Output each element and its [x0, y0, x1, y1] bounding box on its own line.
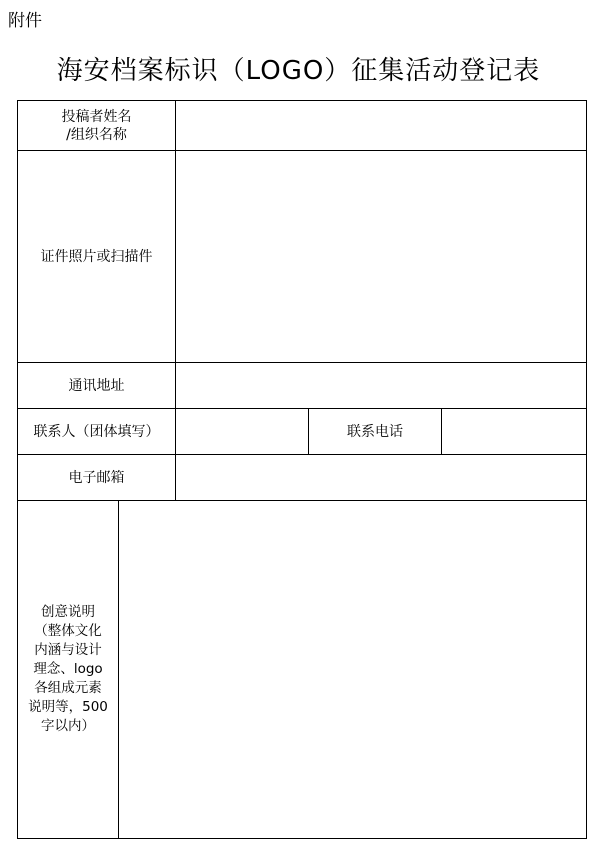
submitter-name-label: 投稿者姓名 /组织名称 — [61, 108, 132, 143]
creative-description-field[interactable] — [119, 501, 586, 838]
address-label: 通讯地址 — [68, 377, 125, 394]
email-label: 电子邮箱 — [68, 469, 125, 486]
registration-form-table — [17, 100, 587, 839]
contact-person-label: 联系人（团体填写） — [33, 423, 160, 440]
submitter-name-field[interactable] — [176, 101, 586, 150]
contact-phone-field[interactable] — [442, 409, 586, 454]
contact-phone-label: 联系电话 — [347, 423, 403, 440]
creative-description-label: 创意说明 （整体文化 内涵与设计 理念、logo 各组成元素 说明等，500 字以内） — [28, 604, 108, 734]
attachment-label: 附件 — [8, 11, 42, 31]
address-field[interactable] — [176, 363, 586, 408]
id-photo-label: 证件照片或扫描件 — [40, 248, 153, 265]
email-field[interactable] — [176, 455, 586, 500]
id-photo-upload-area[interactable] — [176, 151, 586, 362]
form-title: 海安档案标识（LOGO）征集活动登记表 — [56, 56, 541, 86]
contact-person-field[interactable] — [176, 409, 308, 454]
